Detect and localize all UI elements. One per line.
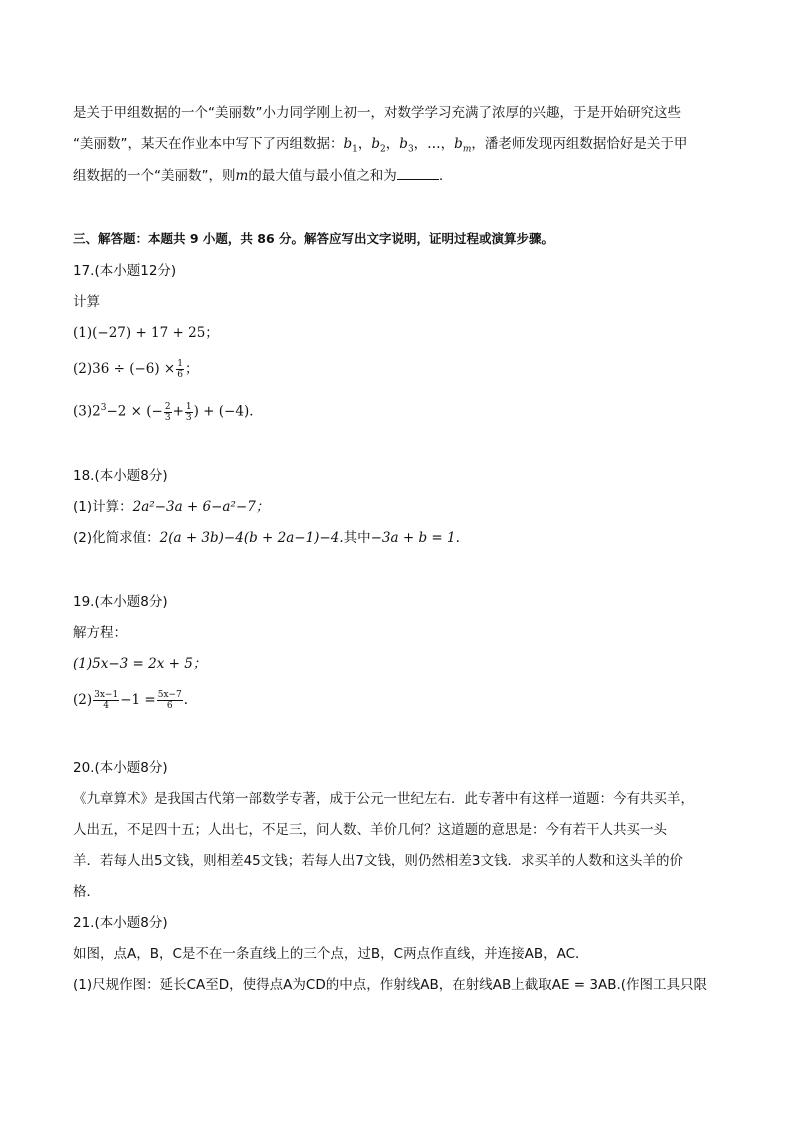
q21-title: 21.(本小题8分) [73,915,168,931]
intro-line-1 [73,103,733,123]
q19-part-2: (2) $\frac{3x-1}{4}$ −1 = $\frac{5x-7}{6}$ . [73,690,189,711]
section-heading: 三、解答题：本题共 9 小题，共 86 分。解答应写出文字说明，证明过程或演算步骤。 [73,231,555,246]
intro-text-2-tail: ，潘老师发现丙组数据恰好是关于甲 [471,136,688,152]
q18-part-1: (1)计算：2a²−3a + 6−a²−7； [73,499,270,515]
q17-part-2: (2)36 ÷ (−6) × $\frac{1}{6}$ ； [73,359,199,380]
q21-line-1: 如图，点A，B，C是不在一条直线上的三个点，过B，C两点作直线，并连接AB，AC． [73,946,589,962]
q20-line-1: 《九章算术》是我国古代第一部数学专著，成于公元一世纪左右．此专著中有这样一道题：今有共买羊， [73,791,694,807]
fraction: $\frac{3x-1}{4}$ [94,690,119,711]
fraction: $\frac{5x-7}{6}$ [157,690,182,711]
fraction: $\frac{2}{3}$ [164,401,171,423]
q20-title: 20.(本小题8分) [73,760,168,776]
q20-line-2: 人出五，不足四十五；人出七，不足三，问人数、羊价几何？这道题的意思是：今有若干人共买一头 [73,822,667,838]
q20-line-4: 格． [73,884,100,900]
intro-text-1: 是关于甲组数据的一个“美丽数”小力同学刚上初一，对数学学习充满了浓厚的兴趣，于是开始研究这些 [73,105,681,121]
q17-part-3: $(3)2^3-2$ × (− $\frac{2}{3}$ + $\frac{1}{3}$ ) + (−4)． [73,401,263,423]
q17-prompt: 计算 [73,294,100,310]
intro-line-2: “美丽数”，某天在作业本中写下了丙组数据：$b_1$，$b_2$，$b_3$，…，$b_m$，潘老师发现丙组数据恰好是关于甲 [73,136,688,155]
intro-line-3: 组数据的一个“美丽数”，则m的最大值与最小值之和为 . [73,165,733,186]
q19-title: 19.(本小题8分) [73,594,168,610]
fraction: $\frac{1}{3}$ [185,401,192,423]
q17-part-1: (1)(−27) + 17 + 25； [73,325,219,341]
q17-title: 17.(本小题12分) [73,263,177,279]
q20-line-3: 羊．若每人出5文钱，则相差45文钱；若每人出7文钱，则仍然相差3文钱．求买羊的人数和这头羊的价 [73,853,683,869]
fraction: $\frac{1}{6}$ [177,359,183,380]
q18-part-2: (2)化简求值：2(a + 3b)−4(b + 2a−1)−4.其中−3a + b = 1. [73,530,460,546]
answer-blank [397,165,439,180]
q21-line-2: (1)尺规作图：延长CA至D，使得点A为CD的中点，作射线AB，在射线AB上截取AE = 3AB.(作图工具只限 [73,977,708,993]
intro-text-2: “美丽数”，某天在作业本中写下了丙组数据： [73,136,344,152]
q19-prompt: 解方程： [73,625,127,641]
q18-title: 18.(本小题8分) [73,468,168,484]
q19-part-1: (1)5x−3 = 2x + 5； [73,656,207,672]
